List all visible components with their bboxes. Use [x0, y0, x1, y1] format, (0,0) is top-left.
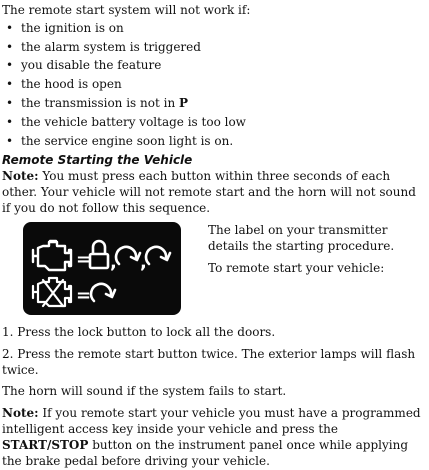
figure-row	[2, 222, 427, 315]
condition-item: • the service engine soon light is on.	[6, 133, 234, 148]
start-stop-label: START/STOP	[2, 437, 89, 452]
procedure-intro: To remote start your vehicle:	[208, 260, 385, 275]
condition-item: • the ignition is on	[6, 20, 124, 35]
comma: ,	[110, 251, 117, 273]
bullet: •	[6, 39, 14, 54]
bullet: •	[6, 58, 14, 73]
condition-item: • the hood is open	[6, 77, 122, 92]
comma: ,	[140, 251, 147, 273]
remote-start-arrow-icon	[91, 284, 115, 301]
step-2: 2. Press the remote start button twice. The exterior lamps will flash twice.	[2, 346, 416, 377]
bullet: •	[6, 77, 14, 92]
engine-icon	[33, 241, 71, 270]
bullet: •	[6, 114, 14, 129]
remote-start-arrow-icon	[116, 247, 140, 264]
transmitter-label-figure	[23, 222, 181, 315]
bullet: •	[6, 133, 14, 148]
figure-caption	[208, 223, 408, 282]
section-heading: Remote Starting the Vehicle	[2, 152, 193, 167]
bullet: •	[6, 20, 14, 35]
equals-sign: =	[76, 248, 92, 270]
condition-item: • the vehicle battery voltage is too low	[6, 114, 246, 129]
gear-p: P	[179, 96, 189, 111]
intro-text: The remote start system will not work if:	[2, 3, 251, 17]
conditions-list	[2, 21, 427, 150]
lock-icon	[90, 241, 108, 268]
note-label: Note:	[2, 169, 39, 184]
equals-sign: =	[76, 284, 92, 306]
condition-item: • the alarm system is triggered	[6, 39, 201, 54]
note-paragraph: Note: You must press each button within three seconds of each other. Your vehicle will not remote start and the horn will not sound if you do not follow this sequence.	[2, 169, 416, 216]
condition-item: • you disable the feature	[6, 58, 162, 73]
note-label: Note:	[2, 406, 39, 421]
label-description: The label on your transmitter details the starting procedure.	[208, 222, 395, 253]
engine-cancel-icon	[33, 278, 71, 306]
note-paragraph-2: Note: If you remote start your vehicle you must have a programmed intelligent access key inside your vehicle and press the START/STOP button on the instrument panel once while applying the brake pedal before driving your vehicle.	[2, 406, 421, 468]
bullet: •	[6, 96, 14, 111]
remote-start-arrow-icon	[146, 247, 170, 264]
horn-text: The horn will sound if the system fails to start.	[2, 384, 287, 399]
step-1: 1. Press the lock button to lock all the doors.	[2, 324, 276, 339]
condition-item: • the transmission is not in P	[6, 96, 189, 111]
